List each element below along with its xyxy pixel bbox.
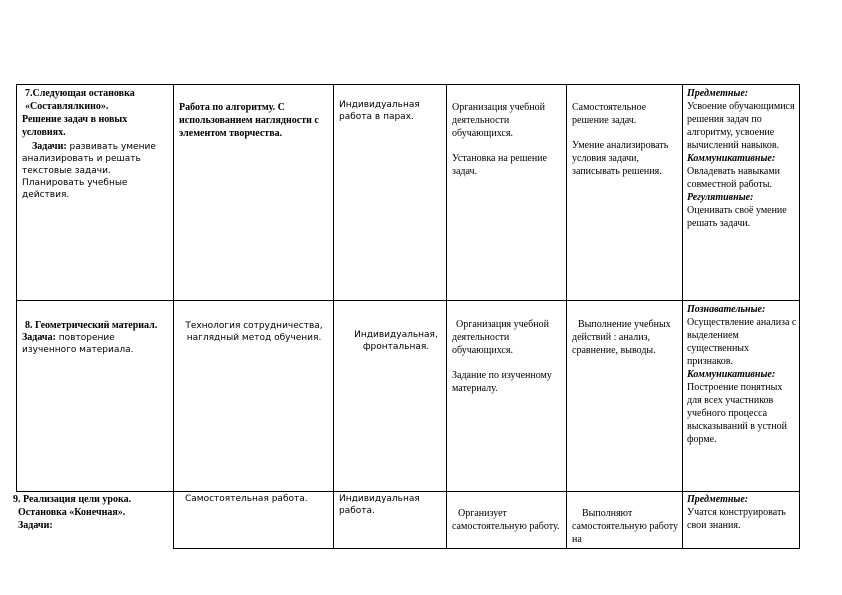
row7-result-2-text: Овладевать навыками совместной работы. [687, 166, 781, 190]
row7-student-1: Самостоятельное решение задач. [572, 102, 647, 126]
row9-stage-title: 9. Реализация цели урока. [13, 494, 132, 505]
row8-task [22, 332, 170, 356]
row8-teacher-cell [452, 318, 562, 395]
row8-task-label: Задача: [22, 332, 56, 343]
row8-stage-cell [22, 319, 170, 356]
row7-method-cell [179, 101, 329, 140]
row7-method: Работа по алгоритму. С использованием наглядности с элементом творчества. [179, 102, 319, 139]
row8-result-2-label: Коммуникативные: [687, 369, 776, 380]
row8-method-cell [179, 320, 329, 344]
row9-method: Самостоятельная работа. [185, 494, 308, 504]
row7-result-1-text: Усвоение обучающимися решения задач по алгоритму, усвоение вычислений навыков. [687, 101, 795, 151]
col-line-5 [682, 84, 683, 548]
row9-method-cell [185, 493, 330, 505]
col-line-1 [173, 84, 174, 548]
row9-form-cell [339, 493, 429, 517]
row7-teacher-cell [452, 101, 562, 178]
row7-teacher-2: Установка на решение задач. [452, 153, 547, 177]
row7-stage-cell [22, 87, 170, 201]
row9-task-label: Задачи: [18, 520, 53, 531]
col-line-3 [446, 84, 447, 548]
row7-student-cell [572, 101, 680, 178]
row8-teacher-2: Задание по изученному материалу. [452, 370, 552, 394]
row9-stage-cell [13, 493, 171, 532]
row7-teacher-1: Организация учебной деятельности обучающихся. [452, 102, 545, 139]
row9-teacher-cell [452, 507, 562, 533]
row9-result-1-text: Учатся конструировать свои знания. [687, 507, 786, 531]
row7-stage-subtitle: Решение задач в новых условиях. [22, 114, 128, 138]
row8-form: Индивидуальная, фронтальная. [354, 330, 438, 352]
row9-student-1: Выполняют самостоятельную работу на [572, 508, 678, 545]
row8-student-1: Выполнение учебных действий : анализ, сравнение, выводы. [572, 319, 671, 356]
row9-form: Индивидуальная работа. [339, 494, 420, 516]
row8-result-1-label: Познавательные: [687, 304, 766, 315]
row7-stage-title: 7.Следующая остановка «Составлялкино». [25, 88, 135, 112]
row8-method: Технология сотрудничества, наглядный метод обучения. [185, 321, 323, 343]
row8-student-cell [572, 318, 680, 357]
row9-student-cell [572, 507, 680, 546]
row8-task-text: повторение изученного материала. [22, 333, 134, 355]
row7-student-2: Умение анализировать условия задачи, записывать решения. [572, 140, 669, 177]
row7-form-cell [339, 99, 443, 123]
row8-results-cell [687, 303, 797, 446]
row8-form-cell [350, 329, 442, 353]
row7-result-3-label: Регулятивные: [687, 192, 754, 203]
row7-result-1-label: Предметные: [687, 88, 749, 99]
row8-result-1-text: Осуществление анализа с выделением существенных признаков. [687, 317, 797, 367]
col-line-0 [16, 84, 17, 491]
row9-result-1-label: Предметные: [687, 494, 749, 505]
row7-task [22, 141, 170, 201]
row8-result-2-text: Построение понятных для всех участников учебного процесса высказываний в устной форме. [687, 382, 788, 445]
row7-task-label: Задачи: [32, 141, 67, 152]
row9-stage-subtitle: Остановка «Конечная». [18, 507, 126, 518]
row8-teacher-1: Организация учебной деятельности обучающихся. [452, 319, 549, 356]
row8-stage-title: 8. Геометрический материал. [25, 320, 158, 331]
col-line-2 [333, 84, 334, 548]
row7-result-3-text: Оценивать своё умение решать задачи. [687, 205, 787, 229]
col-line-4 [566, 84, 567, 548]
row7-task-text: развивать умение анализировать и решать текстовые задачи. Планировать учебные действия. [22, 142, 156, 200]
row7-form: Индивидуальная работа в парах. [339, 100, 420, 122]
table-bottom-border [173, 548, 800, 549]
row7-results-cell [687, 87, 797, 230]
row7-result-2-label: Коммуникативные: [687, 153, 776, 164]
row9-results-cell [687, 493, 797, 532]
col-line-6 [799, 84, 800, 548]
row9-teacher-1: Организует самостоятельную работу. [452, 508, 560, 532]
